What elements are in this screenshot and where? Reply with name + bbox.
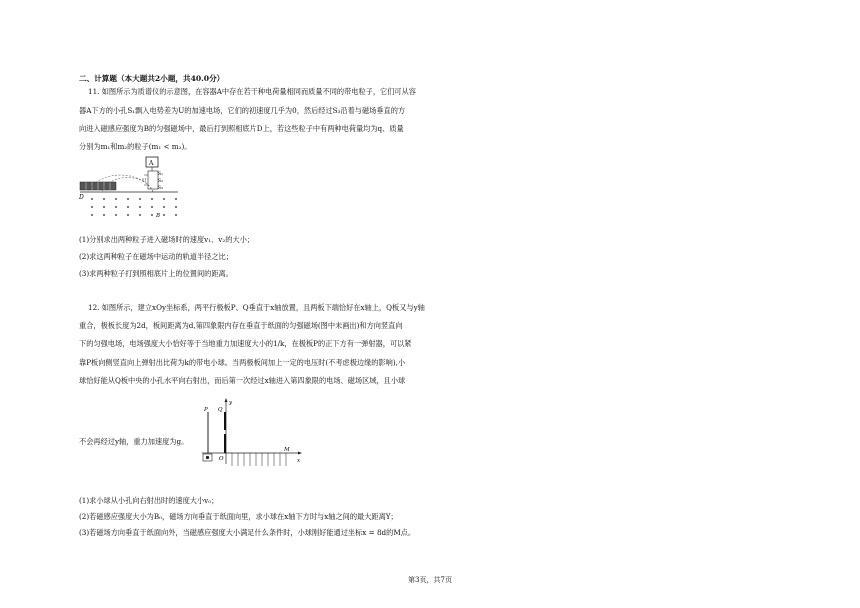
q12-part-1: (1)求小球从小孔向右射出时的速度大小v₀； [79,496,219,505]
q11-part-1: (1)分别求出两种粒子进入磁场时的速度v₁、v₂的大小； [79,235,255,244]
q12-line-4: 靠P板向侧竖直向上弹射出比荷为k的带电小球。当两极板间加上一定的电压时(不考虑极边缘的影响),小 [79,358,406,367]
q11-label-s1: S₁ [158,172,163,177]
q12-label-p: P [204,407,208,413]
q12-part-2: (2)若磁感应强度大小为B₀，磁场方向垂直于纸面向里，求小球在x轴下方时与x轴之间的最大距离Y； [79,512,398,521]
q12-part-3: (3)若磁场方向垂直于纸面向外，当磁感应强度大小满足什么条件时，小球刚好能通过坐标x = 8d的M点。 [79,528,416,537]
q12-line-1: 12. 如图所示，建立xOy坐标系，两平行极板P、Q垂直于x轴放置，且两板下端恰好在x轴上，Q板又与y轴 [88,303,425,312]
q11-part-3: (3)求两种粒子打到照相底片上的位置间的距离。 [79,269,233,278]
q12-label-m: M [284,447,290,453]
page-footer: 第3页，共7页 [408,576,452,584]
q11-line-1: 11. 如图所示为质谱仪的示意图，在容器A中存在若干种电荷量相同而质量不同的带电粒子，它们可从容 [88,87,416,96]
q11-label-d: D [79,194,84,201]
q12-line-2: 重合，极板长度为2d，板间距离为d,第四象限内存在垂直于纸面的匀强磁场(图中未画出)和方向竖直向 [79,321,403,330]
q11-label-s3: S₃ [158,186,163,191]
section-title: 二、计算题（本大题共2小题，共40.0分） [79,74,225,83]
q11-label-s2: S₂ [158,179,163,184]
q11-label-a: A [149,160,154,167]
q12-label-y: y [229,400,233,406]
q11-part-2: (2)求这两种粒子在磁场中运动的轨道半径之比； [79,252,233,261]
q11-label-b: B [156,213,161,219]
q11-line-3: 向进入磁感应强度为B的匀强磁场中，最后打到照相底片D上，若这些粒子中有两种电荷量均为q、质量 [79,124,404,133]
q11-mass-spectrometer-figure [78,155,184,223]
q11-label-u: U [142,178,147,184]
q12-label-q: Q [218,407,223,413]
q12-line-3: 下的匀强电场，电场强度大小恰好等于当地重力加速度大小的1/k，在极板P的正下方有一弹射器，可以紧 [79,339,412,348]
q12-coordinate-figure [196,396,306,468]
q11-line-4: 分别为m₁和m₂的粒子(m₁ < m₂)。 [79,142,192,151]
q12-label-x: x [297,458,301,464]
q12-line-6: 不会再经过y轴，重力加速度为g。 [79,437,189,446]
q12-label-o: O [219,456,224,462]
q12-line-5: 球恰好能从Q板中央的小孔水平向右射出，而后第一次经过x轴进入第四象限的电场、磁场区域，且小球 [79,376,406,385]
q11-line-2: 器A下方的小孔S₁飘入电势差为U的加速电场，它们的初速度几乎为0，然后经过S₃沿着与磁场垂直的方 [79,106,406,115]
